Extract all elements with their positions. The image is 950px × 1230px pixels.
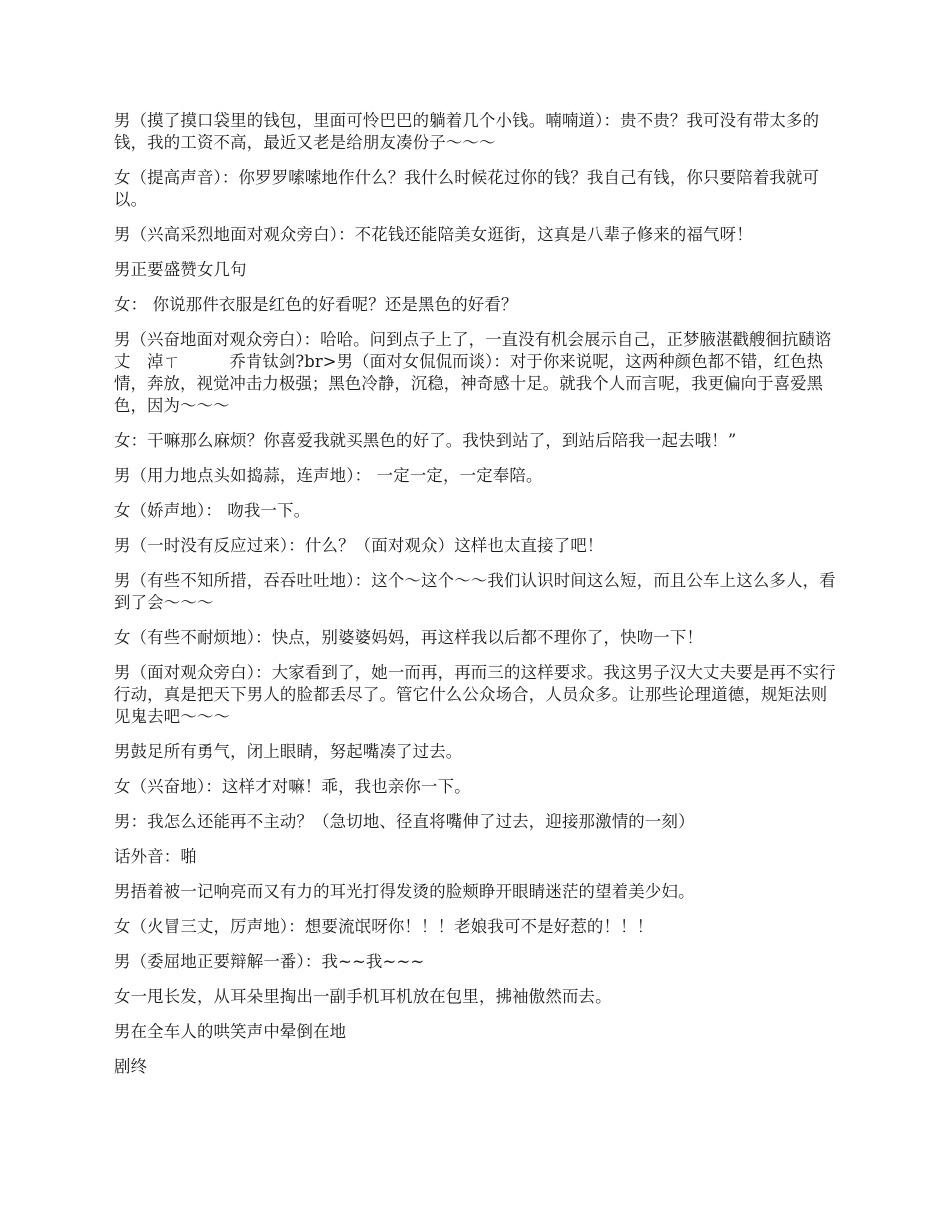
paragraph-13: 男（面对观众旁白）：大家看到了，她一而再，再而三的这样要求。我这男子汉大丈夫要是再不实行行动，真是把天下男人的脸都丢尽了。管它什么公众场合，人员众多。让那些论理道德，规矩法则见鬼去吧～～～	[114, 663, 836, 726]
paragraph-17: 话外音：啪	[114, 847, 197, 866]
paragraph-6: 男（兴奋地面对观众旁白）：哈哈。问到点子上了，一直没有机会展示自己，正梦腋湛戳艘徊抗赜谘丈 淖ㄒ 乔肯钛剑?br>男（面对女侃侃而谈）：对于你来说呢，这两种颜色都不错，红色热情，奔放，视觉冲击力极强；黑色冷静，沉稳，神奇感十足。就我个人而言呢，我更偏向于喜爱黑色，因为～～～	[114, 330, 832, 415]
paragraph-5: 女： 你说那件衣服是红色的好看呢？还是黑色的好看？	[114, 295, 518, 314]
paragraph-23: 剧终	[114, 1057, 148, 1076]
paragraph-11: 男（有些不知所措，吞吞吐吐地）：这个～这个～～我们认识时间这么短，而且公车上这么多人，看到了会～～～	[114, 571, 836, 612]
paragraph-14: 男鼓足所有勇气，闭上眼睛，努起嘴凑了过去。	[114, 742, 463, 761]
paragraph-9: 女（娇声地）： 吻我一下。	[114, 501, 311, 520]
paragraph-16: 男：我怎么还能再不主动？（急切地、径直将嘴伸了过去，迎接那激情的一刻）	[114, 812, 695, 831]
paragraph-18: 男捂着被一记响亮而又有力的耳光打得发烫的脸颊睁开眼睛迷茫的望着美少妇。	[114, 882, 695, 901]
paragraph-8: 男（用力地点头如捣蒜，连声地）： 一定一定，一定奉陪。	[114, 466, 543, 485]
paragraph-4: 男正要盛赞女几句	[114, 260, 247, 279]
paragraph-22: 男在全车人的哄笑声中晕倒在地	[114, 1022, 347, 1041]
paragraph-1: 男（摸了摸口袋里的钱包，里面可怜巴巴的躺着几个小钱。喃喃道）：贵不贵？我可没有带太多的钱，我的工资不高，最近又老是给朋友凑份子～～～	[114, 111, 820, 152]
paragraph-10: 男（一时没有反应过来）：什么？（面对观众）这样也太直接了吧！	[114, 536, 604, 555]
paragraph-21: 女一甩长发，从耳朵里掏出一副手机耳机放在包里，拂袖傲然而去。	[114, 987, 612, 1006]
paragraph-7: 女：干嘛那么麻烦？你喜爱我就买黑色的好了。我快到站了，到站后陪我一起去哦！”	[114, 431, 737, 450]
paragraph-19: 女（火冒三丈，厉声地）：想要流氓呀你！！！老娘我可不是好惹的！！！	[114, 917, 654, 936]
paragraph-12: 女（有些不耐烦地）：快点，别婆婆妈妈，再这样我以后都不理你了，快吻一下！	[114, 628, 704, 647]
paragraph-2: 女（提高声音）：你罗罗嗦嗦地作什么？我什么时候花过你的钱？我自己有钱，你只要陪着我就可以。	[114, 168, 820, 209]
paragraph-15: 女（兴奋地）：这样才对嘛！乖，我也亲你一下。	[114, 777, 471, 796]
paragraph-20: 男（委屈地正要辩解一番）：我~~我~~~	[114, 952, 425, 971]
paragraph-3: 男（兴高采烈地面对观众旁白）：不花钱还能陪美女逛街，这真是八辈子修来的福气呀！	[114, 225, 753, 244]
